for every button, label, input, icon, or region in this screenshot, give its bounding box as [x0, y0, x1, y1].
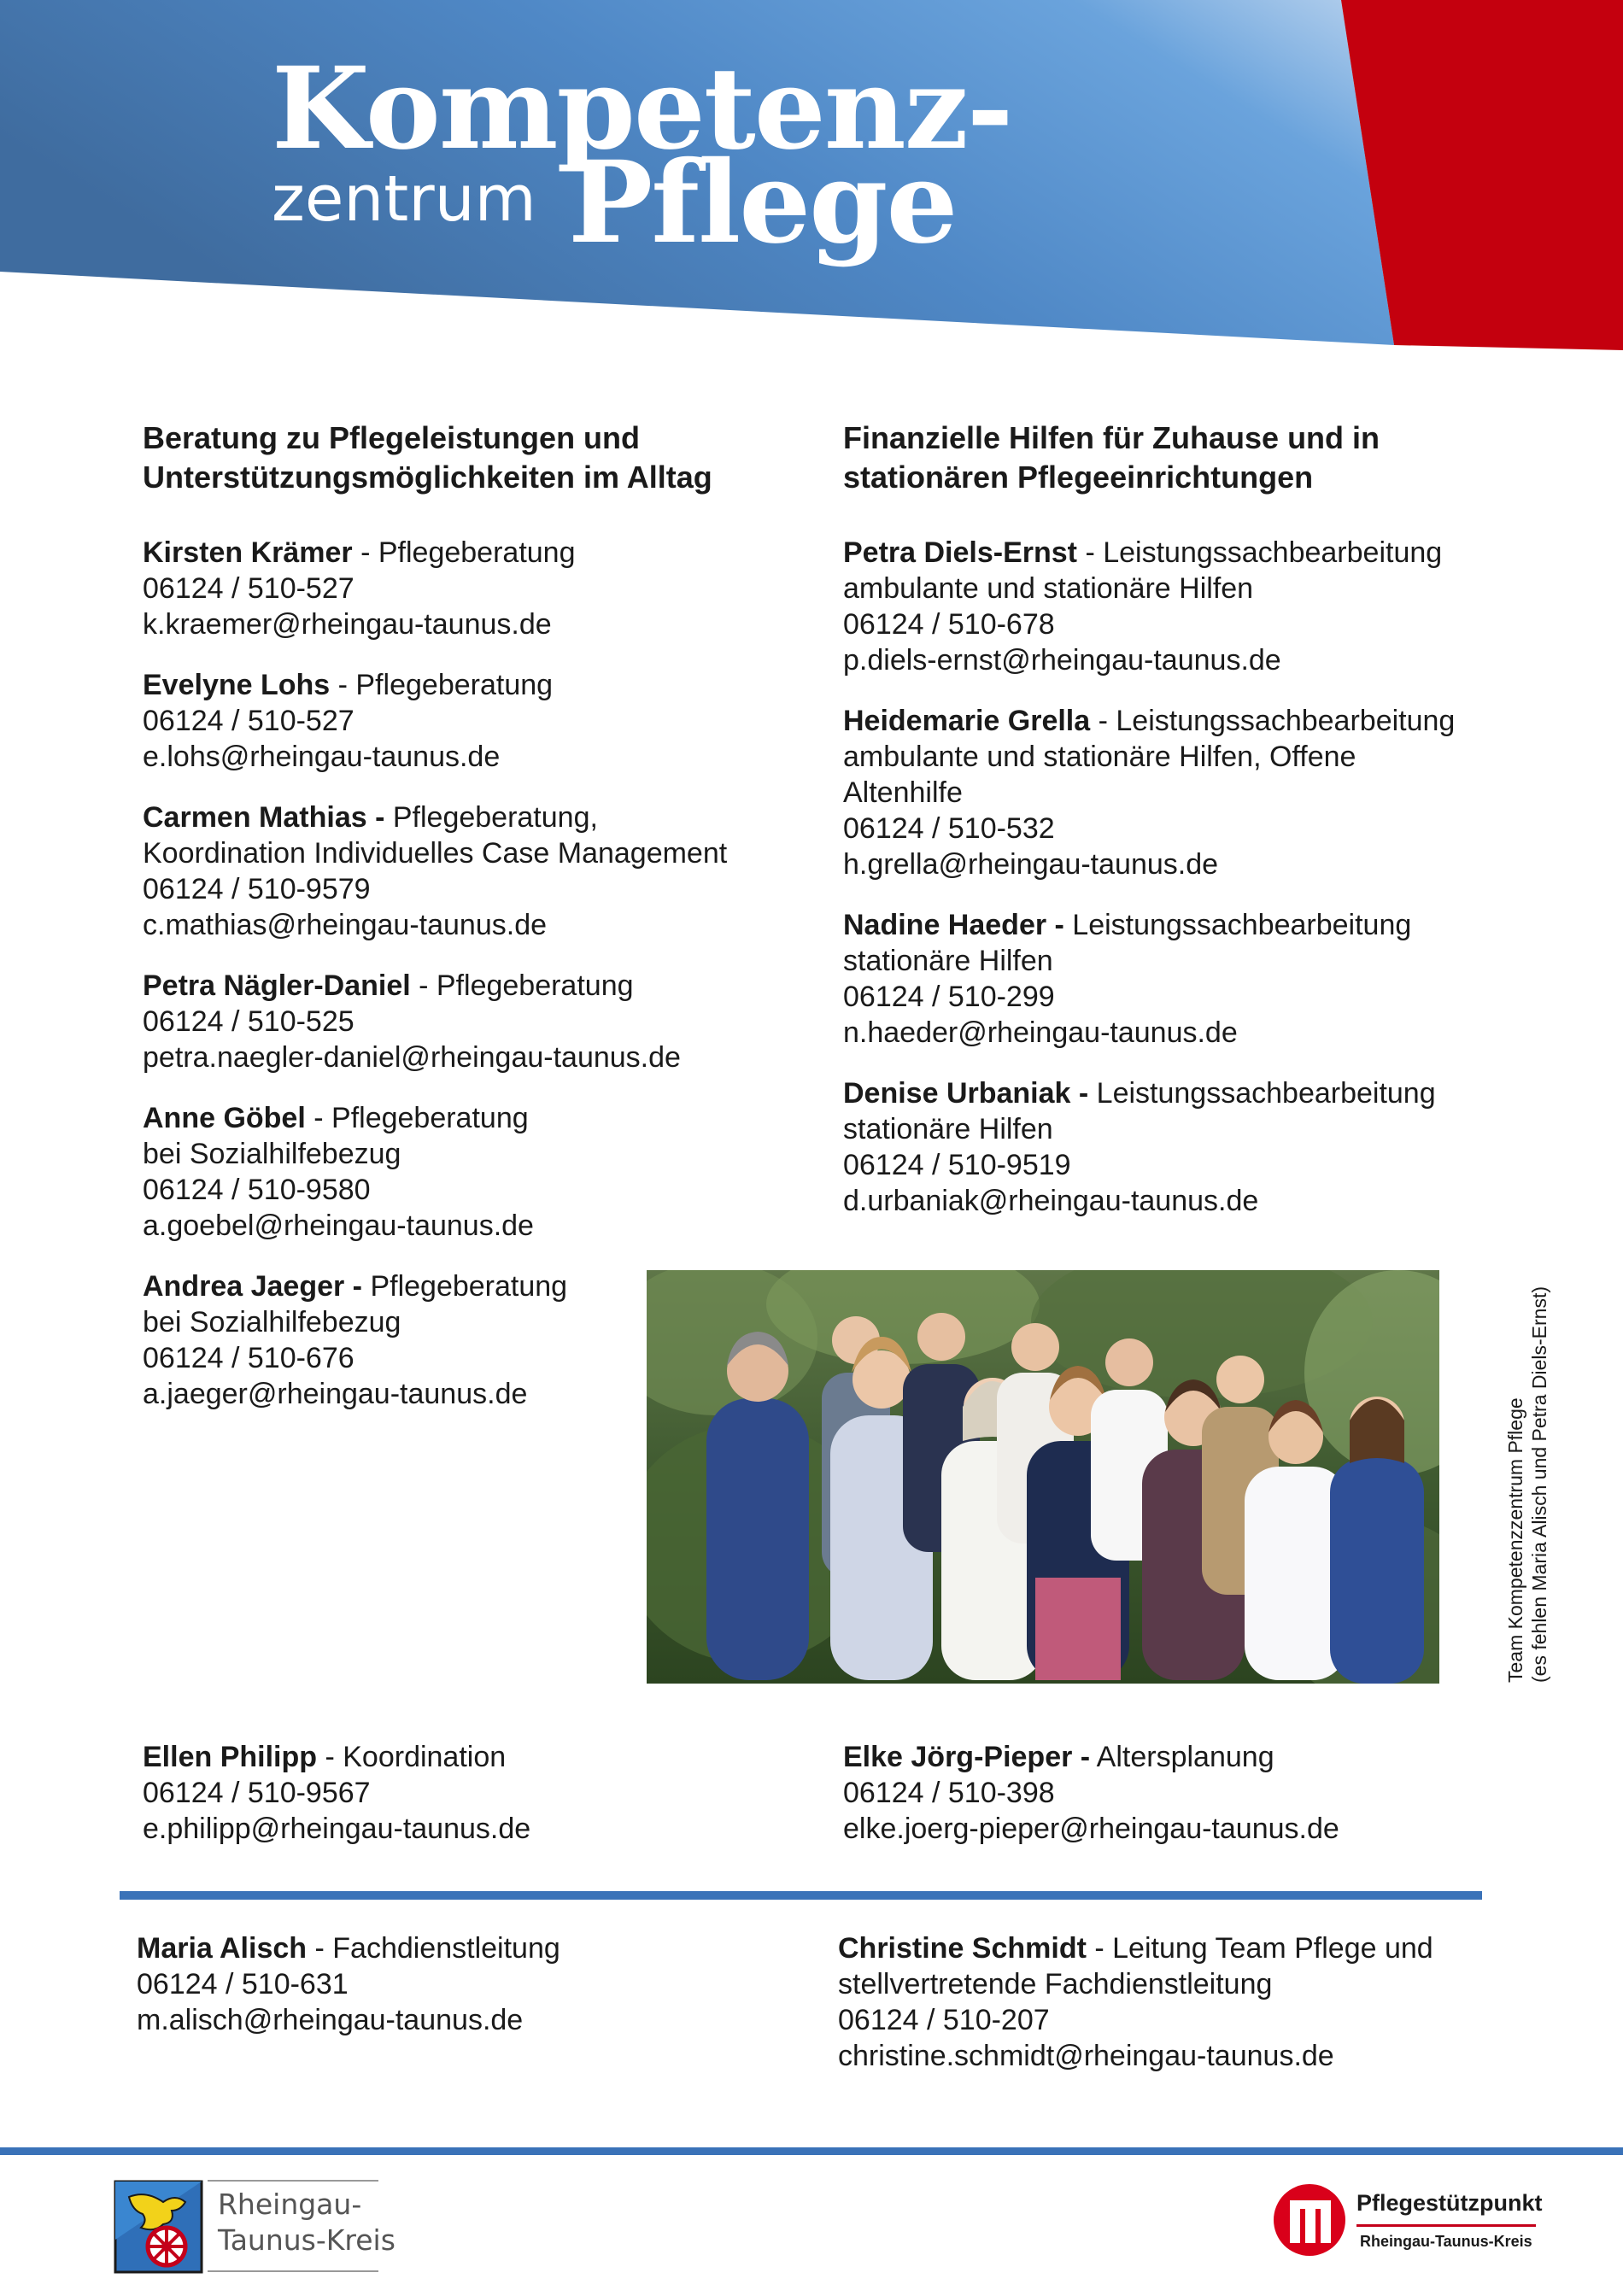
contact-andrea-jaeger: Andrea Jaeger - Pflegeberatung bei Sozialhilfebezug 06124 / 510-676 a.jaeger@rheingau-taunus.de	[143, 1268, 809, 1412]
pflegestuetzpunkt-icon	[1271, 2182, 1348, 2258]
email-link[interactable]: a.jaeger@rheingau-taunus.de	[143, 1378, 528, 1410]
email-link[interactable]: elke.joerg-pieper@rheingau-taunus.de	[843, 1813, 1339, 1845]
coat-of-arms-icon	[114, 2180, 203, 2274]
contact-anne-goebel: Anne Göbel - Pflegeberatung bei Sozialhilfebezug 06124 / 510-9580 a.goebel@rheingau-taunus.de	[143, 1100, 809, 1244]
email-link[interactable]: petra.naegler-daniel@rheingau-taunus.de	[143, 1041, 681, 1074]
phone: 06124 / 510-9579	[143, 873, 371, 905]
phone: 06124 / 510-678	[843, 608, 1055, 641]
phone: 06124 / 510-527	[143, 705, 354, 737]
phone: 06124 / 510-398	[843, 1777, 1055, 1809]
logo-title-kompetenz: Kompetenz-	[272, 43, 1012, 175]
contact-evelyne-lohs: Evelyne Lohs - Pflegeberatung 06124 / 510-527 e.lohs@rheingau-taunus.de	[143, 667, 809, 775]
contact-elke-joerg-pieper: Elke Jörg-Pieper - Altersplanung 06124 / 510-398 elke.joerg-pieper@rheingau-taunus.de	[843, 1739, 1526, 1847]
phone: 06124 / 510-676	[143, 1342, 354, 1374]
email-link[interactable]: e.lohs@rheingau-taunus.de	[143, 741, 501, 773]
email-link[interactable]: n.haeder@rheingau-taunus.de	[843, 1016, 1238, 1049]
contact-christine-schmidt: Christine Schmidt - Leitung Team Pflege und stellvertretende Fachdienstleitung 06124 / 510-207 christine.schmidt@rheingau-taunus.de	[838, 1930, 1538, 2074]
contact-heidemarie-grella: Heidemarie Grella - Leistungssachbearbeitung ambulante und stationäre Hilfen, Offene Altenhilfe 06124 / 510-532 h.grella@rheingau-taunus.de	[843, 703, 1526, 882]
email-link[interactable]: d.urbaniak@rheingau-taunus.de	[843, 1185, 1259, 1217]
contact-petra-diels-ernst: Petra Diels-Ernst - Leistungssachbearbeitung ambulante und stationäre Hilfen 06124 / 510-678 p.diels-ernst@rheingau-taunus.de	[843, 535, 1526, 678]
right-column	[843, 419, 1526, 1244]
contact-kirsten-kraemer: Kirsten Krämer - Pflegeberatung 06124 / 510-527 k.kraemer@rheingau-taunus.de	[143, 535, 809, 642]
phone: 06124 / 510-525	[143, 1005, 354, 1038]
phone: 06124 / 510-631	[137, 1968, 349, 2000]
contact-denise-urbaniak: Denise Urbaniak - Leistungssachbearbeitung stationäre Hilfen 06124 / 510-9519 d.urbaniak@rheingau-taunus.de	[843, 1075, 1526, 1219]
contact-petra-naegler-daniel: Petra Nägler-Daniel - Pflegeberatung 06124 / 510-525 petra.naegler-daniel@rheingau-taunus.de	[143, 968, 809, 1075]
phone: 06124 / 510-527	[143, 572, 354, 605]
team-photo	[647, 1270, 1439, 1684]
email-link[interactable]: m.alisch@rheingau-taunus.de	[137, 2004, 524, 2036]
left-heading: Beratung zu Pflegeleistungen und Unterstützungsmöglichkeiten im Alltag	[143, 420, 712, 495]
email-link[interactable]: e.philipp@rheingau-taunus.de	[143, 1813, 531, 1845]
phone: 06124 / 510-9580	[143, 1174, 371, 1206]
footer-divider-line	[0, 2147, 1623, 2155]
photo-caption: Team Kompetenzzentrum Pflege (es fehlen Maria Alisch und Petra Diels-Ernst)	[1504, 1286, 1550, 1683]
phone: 06124 / 510-299	[843, 981, 1055, 1013]
logo-title-zentrum: zentrum	[272, 162, 536, 236]
contact-carmen-mathias: Carmen Mathias - Pflegeberatung, Koordination Individuelles Case Management 06124 / 510-9579 c.mathias@rheingau-taunus.de	[143, 800, 809, 943]
phone: 06124 / 510-207	[838, 2004, 1050, 2036]
divider-line	[120, 1891, 1482, 1900]
phone: 06124 / 510-9519	[843, 1149, 1071, 1181]
psp-underline	[1356, 2224, 1536, 2227]
logo-title-pflege: Pflege	[568, 137, 957, 269]
contact-maria-alisch: Maria Alisch - Fachdienstleitung 06124 / 510-631 m.alisch@rheingau-taunus.de	[137, 1930, 803, 2038]
email-link[interactable]: a.goebel@rheingau-taunus.de	[143, 1210, 534, 1242]
email-link[interactable]: p.diels-ernst@rheingau-taunus.de	[843, 644, 1281, 676]
phone: 06124 / 510-532	[843, 812, 1055, 845]
contact-nadine-haeder: Nadine Haeder - Leistungssachbearbeitung stationäre Hilfen 06124 / 510-299 n.haeder@rheingau-taunus.de	[843, 907, 1526, 1051]
email-link[interactable]: k.kraemer@rheingau-taunus.de	[143, 608, 552, 641]
contact-ellen-philipp: Ellen Philipp - Koordination 06124 / 510-9567 e.philipp@rheingau-taunus.de	[143, 1739, 809, 1847]
pflegestuetzpunkt-logo: Pflegestützpunkt Rheingau-Taunus-Kreis	[1271, 2178, 1544, 2264]
email-link[interactable]: christine.schmidt@rheingau-taunus.de	[838, 2040, 1334, 2072]
email-link[interactable]: c.mathias@rheingau-taunus.de	[143, 909, 548, 941]
phone: 06124 / 510-9567	[143, 1777, 371, 1809]
rheingau-taunus-kreis-logo: Rheingau- Taunus-Kreis	[114, 2180, 395, 2274]
email-link[interactable]: h.grella@rheingau-taunus.de	[843, 848, 1219, 881]
right-heading: Finanzielle Hilfen für Zuhause und in stationären Pflegeeinrichtungen	[843, 420, 1380, 495]
